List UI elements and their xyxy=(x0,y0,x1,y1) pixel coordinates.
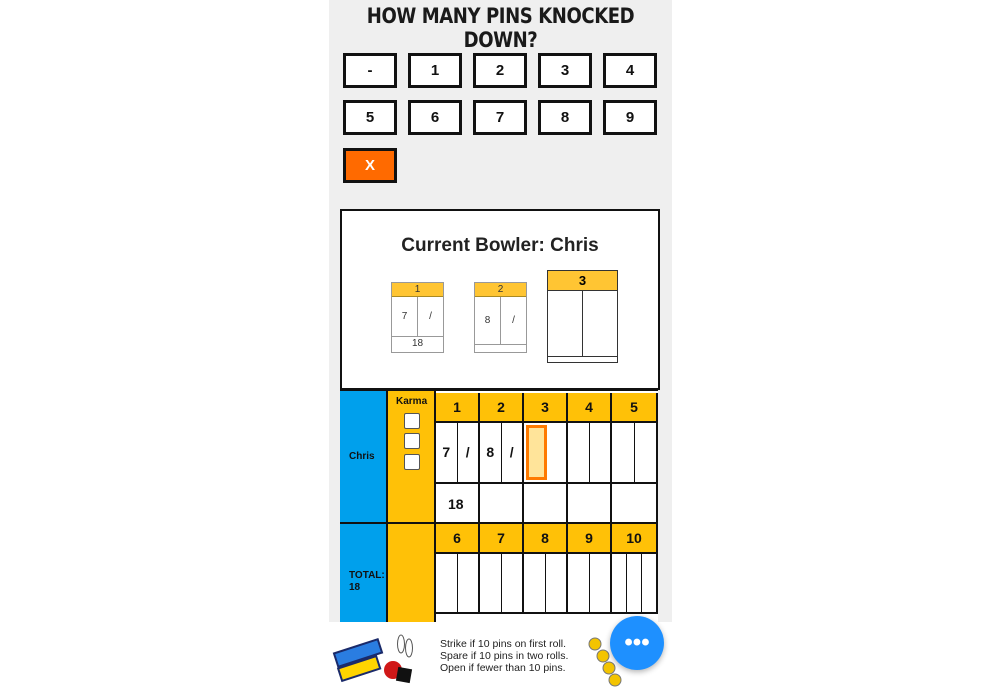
current-bowler-title: Current Bowler: Chris xyxy=(401,235,599,256)
frame-6-roll-1[interactable] xyxy=(436,554,458,612)
pin-button-9[interactable]: 9 xyxy=(603,100,657,135)
mini-frame-2 xyxy=(474,282,527,353)
frame-7-roll-2[interactable] xyxy=(502,554,523,612)
frame-header-10: 10 xyxy=(612,524,658,554)
frame-score-4 xyxy=(568,484,612,524)
mini-frame-1 xyxy=(391,282,444,353)
frame-8-roll-2[interactable] xyxy=(546,554,567,612)
pin-button-miss[interactable]: - xyxy=(343,53,397,88)
mini-frame-score xyxy=(475,345,526,351)
app-panel xyxy=(329,0,672,692)
frame-header-5: 5 xyxy=(612,393,658,423)
bowler-name-cell xyxy=(340,391,388,524)
frame-rolls-9 xyxy=(568,554,612,614)
mini-frame-score: 18 xyxy=(411,338,424,349)
frame-rolls-1 xyxy=(436,423,480,484)
frame-score-5 xyxy=(612,484,658,524)
frame-header-8: 8 xyxy=(524,524,568,554)
frame-4-roll-2[interactable] xyxy=(590,423,611,482)
pin-button-4[interactable]: 4 xyxy=(603,53,657,88)
karma-checkbox-3[interactable] xyxy=(404,454,420,470)
frame-10-roll-3[interactable] xyxy=(642,554,656,612)
mini-frame-roll-1: 8 xyxy=(475,297,501,344)
frame-2-roll-2: / xyxy=(509,444,514,460)
page-title: HOW MANY PINS KNOCKED DOWN? xyxy=(366,4,635,52)
frame-rolls-10 xyxy=(612,554,658,614)
ad-line-open: Open if fewer than 10 pins. xyxy=(440,662,566,674)
scoreboard xyxy=(340,389,658,651)
pin-button-2[interactable]: 2 xyxy=(473,53,527,88)
karma-label: Karma xyxy=(396,396,428,407)
frame-rolls-5 xyxy=(612,423,658,484)
frame-rolls-4 xyxy=(568,423,612,484)
frame-1-roll-2: / xyxy=(465,444,470,460)
frame-rolls-2 xyxy=(480,423,524,484)
ad-line-spare: Spare if 10 pins in two rolls. xyxy=(440,650,569,662)
total-label: TOTAL: xyxy=(349,570,385,581)
frame-header-1: 1 xyxy=(436,393,480,423)
frame-header-7: 7 xyxy=(480,524,524,554)
frame-10-roll-2[interactable] xyxy=(627,554,642,612)
frame-5-roll-1[interactable] xyxy=(612,423,635,482)
frame-5-roll-2[interactable] xyxy=(635,423,657,482)
frame-4-roll-1[interactable] xyxy=(568,423,590,482)
frame-score-2 xyxy=(480,484,524,524)
mini-frame-roll-1 xyxy=(548,291,583,356)
karma-checkbox-1[interactable] xyxy=(404,413,420,429)
mini-frame-3-current xyxy=(547,270,618,363)
current-bowler-panel xyxy=(340,209,660,390)
frame-rolls-6 xyxy=(436,554,480,614)
karma-cell xyxy=(388,391,436,524)
mini-frame-roll-2 xyxy=(583,291,617,356)
frame-9-roll-2[interactable] xyxy=(590,554,611,612)
frame-header-4: 4 xyxy=(568,393,612,423)
pin-button-7[interactable]: 7 xyxy=(473,100,527,135)
frame-6-roll-2[interactable] xyxy=(458,554,479,612)
pin-button-6[interactable]: 6 xyxy=(408,100,462,135)
frame-header-2: 2 xyxy=(480,393,524,423)
bowling-logo-icon xyxy=(331,630,417,688)
ad-text xyxy=(440,638,568,674)
frame-header-9: 9 xyxy=(568,524,612,554)
karma-checkbox-2[interactable] xyxy=(404,433,420,449)
mini-frame-number: 3 xyxy=(548,271,617,291)
total-value: 18 xyxy=(349,582,361,593)
frame-8-roll-1[interactable] xyxy=(524,554,546,612)
frame-rolls-8 xyxy=(524,554,568,614)
pin-button-5[interactable]: 5 xyxy=(343,100,397,135)
mini-frame-number: 1 xyxy=(392,283,443,297)
bowler-name: Chris xyxy=(349,451,375,462)
frame-header-6: 6 xyxy=(436,524,480,554)
pin-button-1[interactable]: 1 xyxy=(408,53,462,88)
frame-9-roll-1[interactable] xyxy=(568,554,590,612)
frame-rolls-7 xyxy=(480,554,524,614)
mini-frame-roll-2: / xyxy=(429,311,432,322)
mini-frame-roll-2: / xyxy=(512,315,515,326)
pin-button-3[interactable]: 3 xyxy=(538,53,592,88)
frame-header-3: 3 xyxy=(524,393,568,423)
pin-button-8[interactable]: 8 xyxy=(538,100,592,135)
frame-3-roll-2[interactable] xyxy=(547,423,567,482)
mini-frame-score xyxy=(548,357,617,362)
mini-frame-number: 2 xyxy=(475,283,526,297)
more-options-button[interactable]: ••• xyxy=(610,616,664,670)
frame-score-1: 18 xyxy=(436,484,480,524)
frame-score-3 xyxy=(524,484,568,524)
frame-2-roll-1: 8 xyxy=(480,423,502,482)
frame-1-roll-1: 7 xyxy=(436,423,458,482)
frame-3-roll-1-active[interactable] xyxy=(526,425,547,480)
frame-rolls-3 xyxy=(524,423,568,484)
frame-7-roll-1[interactable] xyxy=(480,554,502,612)
mini-frame-roll-1: 7 xyxy=(392,297,418,336)
strike-button[interactable]: X xyxy=(343,148,397,183)
ad-line-strike: Strike if 10 pins on first roll. xyxy=(440,638,567,650)
frame-10-roll-1[interactable] xyxy=(612,554,627,612)
